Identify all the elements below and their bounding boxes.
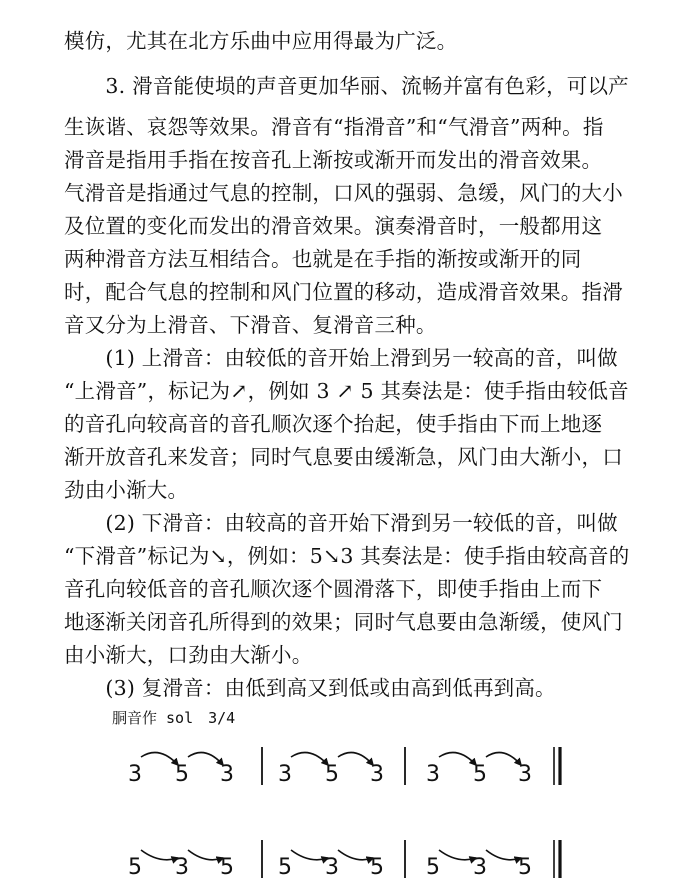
paragraph-line: 地逐渐关闭音孔所得到的效果；同时气息要由急渐缓，使风门 — [64, 610, 623, 634]
score-note: 3 — [518, 762, 532, 787]
score-note: 5 — [128, 855, 142, 880]
glide-arrow — [486, 753, 521, 766]
paragraph-line: 劲由小渐大。 — [64, 478, 189, 502]
paragraph-line: 音孔向较低音的音孔顺次逐个圆滑落下，即使手指由上而下 — [64, 577, 603, 601]
paragraph-line: 音又分为上滑音、下滑音、复滑音三种。 — [64, 313, 437, 337]
paragraph-line: 时，配合气息的控制和风门位置的移动，造成滑音效果。指滑 — [64, 280, 623, 304]
score-note: 3 — [325, 855, 339, 880]
paragraph-line: (1) 上滑音：由较低的音开始上滑到另一较高的音，叫做 — [64, 346, 618, 370]
glide-arrow — [291, 753, 328, 766]
paragraph-line: 的音孔向较高音的音孔顺次逐个抬起，使手指由下而上地逐 — [64, 412, 603, 436]
paragraph-line: 模仿，尤其在北方乐曲中应用得最为广泛。 — [64, 29, 458, 53]
glide-arrow — [439, 850, 476, 860]
glide-arrow — [338, 850, 373, 860]
score-note: 5 — [325, 762, 339, 787]
glide-arrow — [291, 850, 328, 860]
score-note: 3 — [128, 762, 142, 787]
paragraph-line: 3. 滑音能使埙的声音更加华丽、流畅并富有色彩，可以产 — [64, 74, 629, 98]
score-note: 5 — [220, 855, 234, 880]
score-note: 3 — [175, 855, 189, 880]
glide-arrow — [439, 753, 476, 766]
paragraph-line: 两种滑音方法互相结合。也就是在手指的渐按或渐开的同 — [64, 247, 582, 271]
paragraph-line: 气滑音是指通过气息的控制，口风的强弱、急缓，风门的大小 — [64, 181, 623, 205]
score-note: 5 — [175, 762, 189, 787]
glide-arrow — [486, 850, 521, 860]
score-note: 3 — [426, 762, 440, 787]
glide-arrow — [338, 753, 373, 766]
glide-arrow — [188, 850, 223, 860]
score-note: 3 — [370, 762, 384, 787]
paragraph-line: 渐开放音孔来发音；同时气息要由缓渐急，风门由大渐小，口 — [64, 445, 623, 469]
score-note: 5 — [370, 855, 384, 880]
glide-arrow — [188, 753, 223, 766]
score-note: 5 — [518, 855, 532, 880]
score-note: 5 — [278, 855, 292, 880]
paragraph-line: (2) 下滑音：由较高的音开始下滑到另一较低的音，叫做 — [64, 511, 618, 535]
score-note: 5 — [426, 855, 440, 880]
glide-arrow — [141, 850, 178, 860]
score-note: 3 — [220, 762, 234, 787]
paragraph-line: “下滑音”标记为↘，例如：5↘3 其奏法是：使手指由较高音的 — [64, 544, 630, 568]
paragraph-line: 及位置的变化而发出的滑音效果。演奏滑音时，一般都用这 — [64, 214, 603, 238]
score-note: 3 — [473, 855, 487, 880]
score-note: 5 — [473, 762, 487, 787]
paragraph-line: 滑音是指用手指在按音孔上渐按或渐开而发出的滑音效果。 — [64, 148, 603, 172]
key-signature: 胴音作 sol 3/4 — [112, 709, 236, 727]
glide-arrow — [141, 753, 178, 766]
paragraph-line: 由小渐大，口劲由大渐小。 — [64, 643, 313, 667]
paragraph-line: (3) 复滑音：由低到高又到低或由高到低再到高。 — [64, 676, 556, 700]
paragraph-line: “上滑音”，标记为↗，例如 3 ↗ 5 其奏法是：使手指由较低音 — [64, 379, 629, 403]
paragraph-line: 生诙谐、哀怨等效果。滑音有“指滑音”和“气滑音”两种。指 — [64, 115, 604, 139]
score-note: 3 — [278, 762, 292, 787]
